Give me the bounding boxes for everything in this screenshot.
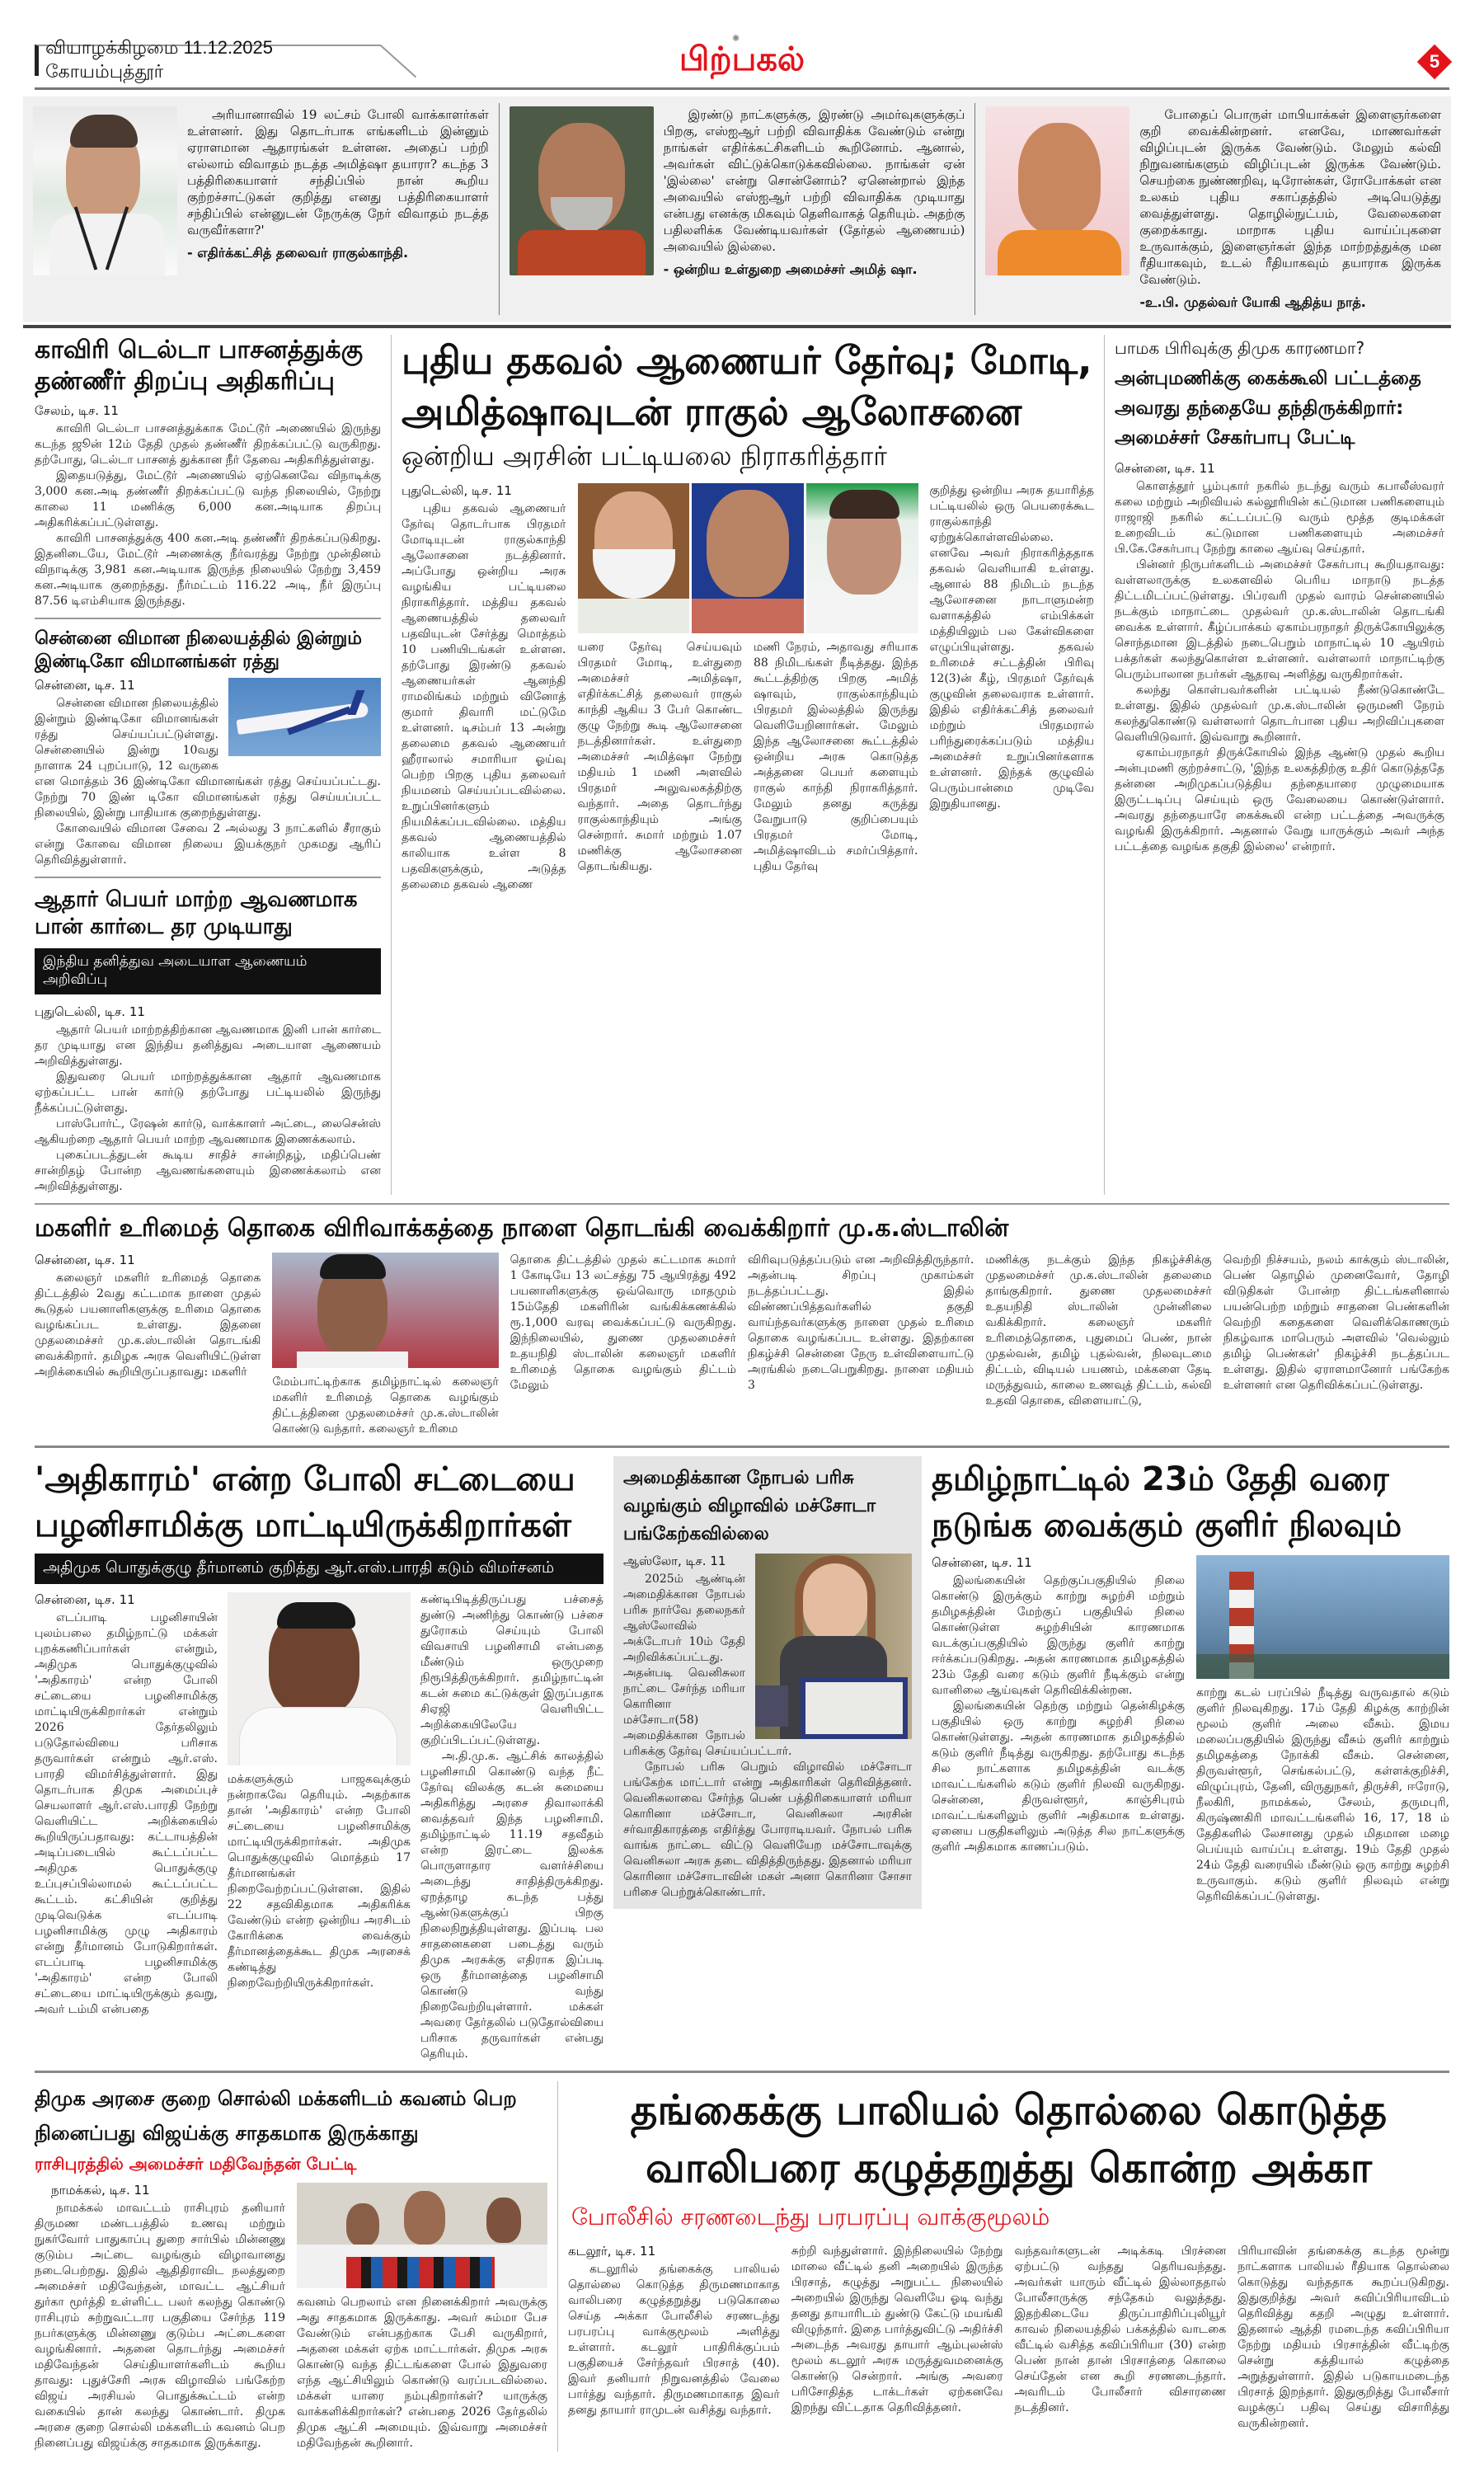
article-paragraph: பிரியாவின் தங்கைக்கு கடந்த மூன்று நாட்களாக பாலியல் ரீதியாக தொல்லை கொடுத்து வந்ததாக கூறப்படுகிறது. இதுகுறித்து அவர் கவிப்பிரியாவிடம் தெரிவித்து கதறி அழுது உள்ளார். இதனால் ஆத்தி ரமடைந்த கவிப்பிரியா நேற்று மதியம் பிரசாத்தின் வீட்டிற்கு சென்று கத்தியால் கழுத்தை அறுத்துள்ளார். இதில் படுகாயமடைந்த பிரசாத் இறந்தார். இதுகுறித்து போலீசார் வழக்குப் பதிவு செய்து விசாரித்து வருகின்றனர். [1237,2244,1449,2430]
rsbharathi-photo [228,1592,411,1765]
mathivendhan-photo [297,2183,547,2288]
article-paragraph: கண்டிபிடித்திருப்பது பச்சைத் துண்டு அணிந்து கொண்டு பச்சை துரோகம் செய்யும் போலி விவசாயி பழனிசாமி என்பதை மீண்டும் ஒருமுறை நிரூபித்திருக்கிறார். தமிழ்நாட்டின் கடன் சுமை கட்டுக்குள் இருப்பதாக சிஏஜி வெளியிட்ட அறிக்கையிலேயே குறிப்பிடப்பட்டுள்ளது. [420,1592,603,1747]
lead-body [402,483,1094,893]
section-rule [35,1203,1449,1205]
article-paragraph: சென்னை விமான நிலையத்தில் இன்றும் இண்டிகோ விமானங்கள் ரத்து செய்யப்பட்டுள்ளது. சென்னையில் இன்று 10வது நாளாக 24 புறப்பாடு, 12 வருகை என மொத்தம் 36 இண்டிகோ விமானங்கள் ரத்து செய்யப்பட்டது. நேற்று 70 இண் டிகோ விமானங்கள் ரத்து செய்யப்பட்ட நிலையில், இன்று பாதியாக குறைந்துள்ளது. [35,697,381,820]
article-column [754,640,918,875]
article-paragraph: கடலூரில் தங்கைக்கு பாலியல் தொல்லை கொடுத்த திருமணமாகாத வாலிபரை கழுத்தறுத்து படுகொலை செய்த அக்கா போலீசில் சரணடந்து பரபரப்பு வாக்குமூலம் அளித்து உள்ளார். கடலூர் பாதிரிக்குப்பம் பகுதியைச் சேர்ந்தவர் பிரசாத் (40). இவர் தனியார் நிறுவனத்தில் வேலை பார்த்து வந்தார். திருமணமாகாத இவர் தனது தாயார் ராமுடன் வசித்து வந்தார். [568,2262,780,2417]
article-paragraph: காற்று கடல் பரப்பில் நீடித்து வருவதால் கடும் குளிர் நிலவுகிறது. 17ம் தேதி கிழக்கு காற்றின் மூலம் குளிர் அலை வீசும். இமய மலைப்பகுதியில் இருந்து வீசும் குளிர் காற்றும் தமிழகத்தை நோக்கி வீசும். சென்னை, திருவள்ளூர், செங்கல்பட்டு, கள்ளக்குறிச்சி, விழுப்புரம், தேனி, விருதுநகர், திருச்சி, ஈரோடு, நீலகிரி, நாமக்கல், சேலம், தருமபுரி, கிருஷ்ணகிரி மாவட்டங்களில் 16, 17, 18 ம் தேதிகளில் லேசானது முதல் மிதமான மழை பெய்யும் வாய்ப்பு உள்ளது. 19ம் தேதி முதல் 24ம் தேதி வரையில் மீண்டும் ஒரு காற்று சுழற்சி உருவாகும். கடும் குளிர் நிலவும் என்று தெரிவிக்கப்பட்டுள்ளது. [1196,1685,1449,1903]
article-paragraph: விரிவுபடுத்தப்படும் என அறிவித்திருந்தார். அதன்படி சிறப்பு முகாம்கள் நடத்தப்பட்டது. இதில் விண்ணப்பித்தவர்களில் தகுதி வாய்ந்தவர்களுக்கு நாளை முதல் உரிமை தொகை வழங்கப்பட உள்ளது. இதற்கான நிகழ்ச்சி சென்னை நேரு உள்விளையாட்டு அரங்கில் நடைபெறுகிறது. நாளை மதியம் 3 [748,1253,974,1392]
quote-item [974,103,1451,315]
column-divider [1104,335,1105,1195]
article-paragraph: கோவையில் விமான சேவை 2 அல்லது 3 நாட்களில் சீராகும் என்று கோவை விமான நிலைய இயக்குநர் முகமது ஆரிப் தெரிவித்துள்ளார். [35,822,381,867]
article-paragraph: ஆதார் பெயர் மாற்றத்திற்கான ஆவணமாக இனி பான் கார்டை தர முடியாது என இந்திய தனித்துவ அடையாள ஆணையம் அறிவித்துள்ளது. [35,1023,381,1068]
page-number: 5 [1429,51,1440,72]
article-paragraph: மணிக்கு நடக்கும் இந்த நிகழ்ச்சிக்கு முதலமைச்சர் மு.க.ஸ்டாலின் தலைமை தாங்குகிறார். துணை முதலமைச்சர் உதயநிதி ஸ்டாலின் முன்னிலை வகிக்கிறார். கலைஞர் மகளிர் உரிமைத்தொகை, புதுமைப் பெண், நான் முதல்வன், தமிழ் புதல்வன், நிலவுடமை திட்டம், விடியல் பயணம், மக்களை தேடி மருத்துவம், காலை உணவுத் திட்டம், கல்வி உதவி தொகை, விளையாட்டு, [985,1253,1212,1408]
quote-text: அரியானாவில் 19 லட்சம் போலி வாக்காளர்கள் உள்ளனர். இது தொடர்பாக எங்களிடம் இன்னும் ஏராளமான ஆதாரங்கள் உள்ளன. அதைப் பற்றி எல்லாம் விவாதம் நடத்த அமித்ஷா தயாரா? கடந்த 3 பத்திரிகையாளர் சந்திப்பில் நான் கூறிய குற்றச்சாட்டுகள் குறித்து எனது பத்திரிகையாளர் சந்திப்பில் என்னுடன் நேருக்கு நேர் விவாதம் நடத்த வருவீர்களா?' [187,107,489,237]
quote-photo-yogi [985,106,1129,275]
article-paragraph: வந்தவர்களுடன் அடிக்கடி பிரச்னை ஏற்பட்டு வந்தது தெரியவந்தது. அவர்கள் யாரும் வீட்டில் இல்லாததால் போலீசாருக்கு சந்தேகம் வலுத்தது. இதற்கிடையே திருப்பாதிரிப்புலியூர் காவல் நிலையத்தில் பக்கத்தில் வாடகை வீட்டில் வசித்த கவிப்பிரியா (30) என்ற பெண் நான் தான் பிரசாத்தை கொலை செய்தேன் என கூறி சரணடைந்தார். அவரிடம் போலீசார் விசாரணை நடத்தினர். [1014,2244,1227,2414]
quote-byline: -உ.பி. முதல்வர் யோகி ஆதித்ய நாத். [1139,294,1366,310]
dateline: சேலம், டிச. 11 [35,403,119,418]
lead-photo-collage [578,483,918,633]
article-paragraph: புதிய தகவல் ஆணையர் தேர்வு தொடர்பாக பிரதமர் மோடியுடன் ராகுல்காந்தி ஆலோசனை நடத்தினார். அப்போது ஒன்றிய அரசு வழங்கிய பட்டியலை நிராகரித்தார். மத்திய தகவல் ஆணையத்தில் தலைவர் பதவியுடன் சேர்த்து மொத்தம் 10 பணியிடங்கள் உள்ளன. தற்போது இரண்டு தகவல் ஆணையர்கள் ஆனந்தி ராமலிங்கம் மற்றும் வினோத் குமார் திவாரி மட்டுமே உள்ளனர். டிசம்பர் 13 அன்று தலைமை தகவல் ஆணையர் ஹீராலால் சமாரியா ஓய்வு பெற்ற பிறகு புதிய தலைவர் நியமனம் செய்யப்படவில்லை. உறுப்பினர்களும் நியமிக்கப்படவில்லை. மத்திய தகவல் ஆணையத்தில் காலியாக உள்ள 8 பதவிகளுக்கும், அடுத்த தலைமை தகவல் ஆணை [402,502,566,891]
upper-section [35,335,1449,1195]
article-paragraph: நாமக்கல் மாவட்டம் ராசிபுரம் தனியார் திருமண மண்டபத்தில் உணவு மற்றும் நுகர்வோர் பாதுகாப்பு துறை சார்பில் மின்னணு குடும்ப அட்டை வழங்கும் விழாவானது நடைபெற்றது. இதில் ஆதிதிராவிட நலத்துறை அமைச்சர் மதிவேந்தன், மாவட்ட ஆட்சியர் துர்கா மூர்த்தி உள்ளிட்ட பலர் கலந்து கொண்டு ராசிபுரம் சுற்றுவட்டார பகுதியை சேர்ந்த 119 நபர்களுக்கு மின்னணு குடும்ப அட்டைகளை வழங்கினார். அதனை தொடர்ந்து அமைச்சர் மதிவேந்தன் செய்தியாளர்களிடம் கூறிய தாவது: புதுச்சேரி அரசு விழாவில் பங்கேற்ற விஜய் அரசியல் பொதுக்கூட்டம் என்ற வகையில் தான் கலந்து கொண்டார். திமுக அரசை குறை சொல்லி மக்களிடம் கவனம் பெற நினைப்பது விஜய்க்கு சாதகமாக இருக்காது. [35,2201,285,2450]
quote-photo-amitshah [510,106,654,275]
quote-strip [23,96,1451,322]
article-paragraph: சுற்றி வந்துள்ளார். இந்நிலையில் நேற்று மாலை வீட்டில் தனி அறையில் இருந்த பிரசாத், கழுத்து அறுபட்ட நிலையில் அறையில் இருந்து வெளியே ஓடி வந்து தனது தாயாரிடம் துண்டு கேட்டு மயங்கி விழுந்தார். இதை பார்த்துவிட்டு அதிர்ச்சி அடைந்த அவரது தாயார் ஆம்புலன்ஸ் மூலம் கடலூர் அரசு மருத்துவமனைக்கு கொண்டு சென்றார். அங்கு அவரை பரிசோதித்த டாக்டர்கள் ஏற்கனவே இறந்து விட்டதாக தெரிவித்தனர். [791,2244,1003,2414]
date-place: வியாழக்கிழமை 11.12.2025 கோயம்புத்தூர் [45,37,273,82]
article-cauvery [35,335,381,609]
quote-text: போதைப் பொருள் மாபியாக்கள் இளைஞர்களை குறி வைக்கின்றனர். எனவே, மாணவர்கள் விழிப்புடன் இருக்க வேண்டும். மேலும் கல்வி நிறுவனங்களும் விழிப்புடன் இருக்க வேண்டும். செயற்கை நுண்ணறிவு, டிரோன்கள், ரோபோக்கள் என உலகம் புதிய சகாப்தத்தில் அடியெடுத்து வைத்துள்ளது. தொழில்நுட்பம், வேலைகளை குறைக்காது. மாறாக புதிய வாய்ப்புகளை உருவாக்கும், இளைஞர்கள் இந்த மாற்றத்துக்கு மன ரீதியாகவும், உடல் ரீதியாகவும் தயாராக இருக்க வேண்டும். [1139,107,1442,287]
photo-modi [578,483,690,633]
quote-strip-rule [23,325,1451,328]
quote-text: இரண்டு நாட்களுக்கு, இரண்டு அமர்வுகளுக்குப் பிறகு, எஸ்ஐஆர் பற்றி விவாதிக்க வேண்டும் என்று நாங்கள் எதிர்க்கட்சிகளிடம் கூறினோம். ஆனால், அவர்கள் விட்டுக்கொடுக்கவில்லை. நாங்கள் ஏன் 'இல்லை' என்று சொன்னோம்? ஏனென்றால் இந்த அவையில் எஸ்ஐஆர் பற்றி விவாதிக்க முடியாது என்பது எனக்கு மிகவும் தெளிவாகத் தெரியும். அதற்கு பதிலளிக்க வேண்டியவர்கள் (தேர்தல் ஆணையம்) அவையில் இல்லை. [663,107,965,254]
article-aadhaar [35,886,381,1195]
article-paragraph: காவிரி பாசனத்துக்கு 400 கன.அடி தண்ணீர் திறக்கப்படுகிறது. இதனிடையே, மேட்டூர் அணைக்கு நீர்வரத்து நேற்று முன்தினம் விநாடிக்கு 3,981 கன.அடியாக இருந்த நிலையில் நேற்று 3,459 கன.அடியாக குறைந்தது. நீர்மட்டம் 116.22 அடி, நீர் இருப்பு 87.56 டிஎம்சியாக இருந்தது. [35,532,381,608]
article-subhead: அதிமுக பொதுக்குழு தீர்மானம் குறித்து ஆர்.எஸ்.பாரதி கடும் விமர்சனம் [35,1554,603,1584]
stalin-body [35,1253,1449,1437]
lighthouse-photo [1196,1555,1449,1679]
article-murder [568,2081,1449,2432]
article-headline[interactable]: திமுக அரசை குறை சொல்லி மக்களிடம் கவனம் பெற நினைப்பது விஜய்க்கு சாதகமாக இருக்காது [35,2086,517,2145]
quote-item [499,103,975,315]
article-paragraph: 2025ம் ஆண்டின் அமைதிக்கான நோபல் பரிசு நார்வே தலைநகர் ஆஸ்லோவில் அக்டோபர் 10ம் தேதி அறிவிக்கப்பட்டது. அதன்படி வெனிசுலா நாட்டை சேர்ந்த மரியா கொரினா மச்சோடா(58) அமைதிக்கான நோபல் பரிசுக்கு தேர்வு செய்யப்பட்டார். [623,1572,792,1758]
article-headline[interactable]: சென்னை விமான நிலையத்தில் இன்றும் இண்டிகோ விமானங்கள் ரத்து [35,628,362,672]
article-paragraph: வெற்றி நிச்சயம், நலம் காக்கும் ஸ்டாலின், பெண் தொழில் முனைவோர், தோழி விடுதிகள் போன்ற திட்டங்களினால் பயன்பெற்ற மற்றும் சாதனை பெண்களின் வெற்றி கதைகளை வெளிக்கொணரும் நிகழ்வாக மாபெரும் அளவில் 'வெல்லும் தமிழ் பெண்கள்' நிகழ்ச்சி நடத்தப்பட உள்ளது. இதில் ஏராளமானோர் பங்கேற்க உள்ளனர் என தெரிவிக்கப்பட்டுள்ளது. [1223,1253,1449,1392]
article-sekarbabu [1115,335,1444,855]
section-rule [35,1446,1449,1448]
article-headline[interactable]: தமிழ்நாட்டில் 23ம் தேதி வரை நடுங்க வைக்கும் குளிர் நிலவும் [932,1460,1402,1544]
article-column [578,640,743,875]
header-slant-divider [381,45,430,78]
bottom-section [35,2081,1449,2452]
article-paragraph: மேம்பாட்டிற்காக தமிழ்நாட்டில் கலைஞர் மகளிர் உரிமைத் தொகை வழங்கும் திட்டத்தினை முதலமைச்சர் மு.க.ஸ்டாலின் கொண்டு வந்தார். கலைஞர் உரிமை [272,1375,499,1436]
stalin-photo [272,1253,498,1368]
article-headline[interactable]: ஆதார் பெயர் மாற்ற ஆவணமாக பான் கார்டை தர முடியாது [35,887,358,939]
article-subhead: போலீசில் சரணடைந்து பரபரப்பு வாக்குமூலம் [571,2202,1050,2231]
section-rule [35,618,381,619]
article-headline[interactable]: தங்கைக்கு பாலியல் தொல்லை கொடுத்த வாலிபரை கழுத்தறுத்து கொன்ற அக்கா [630,2085,1388,2192]
article-vijay [35,2081,547,2452]
article-subhead: ராசிபுரத்தில் அமைச்சர் மதிவேந்தன் பேட்டி [35,2153,357,2174]
quote-photo-rahul [33,106,177,275]
center-column [402,335,1094,893]
dateline: சென்னை, டிச. 11 [35,678,135,693]
photo-amitshah [692,483,804,633]
article-nobel [613,1456,922,1909]
article-weather [932,1456,1449,1905]
header-rule [35,87,1449,90]
nobel-photo [755,1554,912,1739]
article-paragraph: குறித்து ஒன்றிய அரசு தயாரித்த பட்டியலில் ஒரு பெயரைக்கூட ராகுல்காந்தி ஏற்றுக்கொள்ளவில்லை. எனவே அவர் நிராகரித்ததாக தகவல் வெளியாகி உள்ளது. ஆனால் 88 நிமிடம் நடந்த ஆலோசனை நாடாளுமன்ற வளாகத்தில் எம்பிக்கள் மத்தியிலும் பல கேள்விகளை எழுப்பியுள்ளது. தகவல் உரிமைச் சட்டத்தின் பிரிவு 12(3)ன் கீழ், பிரதமர் தேர்வுக் குழுவின் தலைவராக உள்ளார். இதில் எதிர்க்கட்சித் தலைவர் மற்றும் பிரதமரால் பரிந்துரைக்கப்படும் மத்திய அமைச்சர் உறுப்பினர்களாக உள்ளனர். இந்தக் குழுவில் பெரும்பான்மை முடிவே இறுதியானது. [929,484,1094,811]
article-column [930,483,1095,893]
left-column [35,335,381,1195]
article-paragraph: பாஸ்போர்ட், ரேஷன் கார்டு, வாக்காளர் அட்டை, லைசென்ஸ் ஆகியற்றை ஆதார் பெயர் மாற்ற ஆவணமாக இணைக்கலாம். [35,1117,381,1146]
article-rsbharathi [35,1456,603,2062]
dateline: சென்னை, டிச. 11 [35,1591,135,1607]
dateline: ஆஸ்லோ, டிச. 11 [623,1553,726,1568]
quote-byline: - எதிர்க்கட்சித் தலைவர் ராகுல்காந்தி. [187,245,409,261]
section-rule [35,2071,1449,2073]
article-lead [402,335,1094,893]
article-paragraph: நோபல் பரிசு பெறும் விழாவில் மச்சோடா பங்கேற்க மாட்டார் என்று அதிகாரிகள் தெரிவித்தனர். வெனிசுலாவை சேர்ந்த பெண் பத்திரிகையாளர் மரியா கொரினா மச்சோடா, வெனிசுலா அரசின் சர்வாதிகாரத்தை எதிர்த்து போராடியவர். நோபல் பரிசு வாங்க நாட்டை விட்டு வெளியேற மச்சோடாவுக்கு வெனிசுலா அரசு தடை விதித்திருந்தது. இதனால் மரியா கொரினா மச்சோடாவின் மகள் அனா கொரினா சோசா பரிசை பெற்றுக்கொண்டார். [623,1760,912,1899]
dateline: புதுடெல்லி, டிச. 11 [35,1004,145,1019]
vijay-body [35,2183,547,2452]
article-paragraph: யரை தேர்வு செய்யவும் பிரதமர் மோடி, உள்துறை அமைச்சர் அமித்ஷா, எதிர்க்கட்சித் தலைவர் ராகுல் காந்தி ஆகிய 3 பேர் கொண்ட குழு நேற்று கூடி ஆலோசனை நடத்தினார்கள். உள்துறை அமைச்சர் அமித்ஷா நேற்று மதியம் 1 மணி அளவில் பிரதமர் அலுவலகத்திற்கு வந்தார். அதை தொடர்ந்து ராகுல்காந்தியும் அங்கு சென்றார். சுமார் மற்றும் 1.07 மணிக்கு ஆலோசனை தொடங்கியது. [577,641,742,873]
article-paragraph: இதுவரை பெயர் மாற்றத்துக்கான ஆதார் ஆவணமாக ஏற்கப்பட்ட பான் கார்டு தற்போது பட்டியலில் இருந்து நீக்கப்பட்டுள்ளது. [35,1070,381,1115]
article-paragraph: எடப்பாடி பழனிசாயின் புலம்பலை தமிழ்நாட்டு மக்கள் புறக்கணிப்பார்கள் என்றும், அதிமுக பொதுக்குழுவில் 'அதிகாரம்' என்ற போலி சட்டையை பழனிசாமிக்கு மாட்டியிருக்கிறார்கள் என்றும் 2026 தேர்தலிலும் படுதோல்வியை பரிசாக தருவார்கள் என்றும் ஆர்.எஸ். பாரதி விமர்சித்துள்ளார். இது தொடர்பாக திமுக அமைப்புச் செயலாளர் ஆர்.எஸ்.பாரதி நேற்று வெளியிட்ட அறிக்கையில் கூறியிருப்பதாவது: கட்டாயத்தின் அடிப்படையில் கூட்டப்பட்ட அதிமுக பொதுக்குழு உப்புசப்பில்லாமல் கூட்டப்பட்ட கூட்டம். கட்சியின் குறித்து முடிவெடுக்க எடப்பாடி பழனிசாமிக்கு முழு அதிகாரம் என்று தீர்மானம் போடுகிறார்கள். எடப்பாடி பழனிசாமிக்கு 'அதிகாரம்' என்ற போலி சட்டையை மாட்டியிருக்கும் தவறு, அவர் டம்மி என்பதை [35,1610,218,2016]
article-headline[interactable]: காவிரி டெல்டா பாசனத்துக்கு தண்ணீர் திறப்பு அதிகரிப்பு [35,336,364,396]
page-header [35,33,1449,87]
article-headline[interactable]: மகளிர் உரிமைத் தொகை விரிவாக்கத்தை நாளை தொடங்கி வைக்கிறார் மு.க.ஸ்டாலின் [35,1214,1009,1243]
article-paragraph: பின்னர் நிருபர்களிடம் அமைச்சர் சேகர்பாபு கூறியதாவது: வள்ளலாருக்கு உலகளவில் பெரிய மாநாடு நடத்த திட்டமிடப்பட்டுள்ளது. பிப்ரவரி முதல் வாரம் சென்னையில் நடக்கும் மாநாட்டை முதல்வர் மு.க.ஸ்டாலின் தொடங்கி வைக்க உள்ளார். கீழ்ப்பாக்கம் ஏகாம்பரநாதர் திருக்கோயிலுக்கு சொந்தமான இடத்தில் நடைபெறும் மாநாட்டில் 10 ஆயிரம் பக்தர்கள் கலந்துகொள்ள உள்ளனர். வள்ளலார் மாநாட்டிற்கு பெரும்பாலான நபர்கள் ஆதரவு அளித்து வருகிறார்கள். [1115,558,1444,681]
article-paragraph: கவனம் பெறலாம் என நினைக்கிறார் அவருக்கு அது சாதகமாக இருக்காது. அவர் சும்மா பேச வேண்டும் என்பதற்காக பேசி வருகிறார், அதனை மக்கள் ஏற்க மாட்டார்கள். திமுக அரசு கொண்டு வந்த திட்டங்களை போல் இதுவரை எந்த ஆட்சியிலும் கொண்டு வரப்படவில்லை. மக்கள் யாரை நம்புகிறார்கள்? யாருக்கு வாக்களிக்கிறார்கள்? என்பதை 2026 தேர்தலில் திமுக ஆட்சி அமையும். இவ்வாறு அமைச்சர் மதிவேந்தன் கூறினார். [297,2295,547,2450]
date-place-box [35,37,381,82]
article-paragraph: காவிரி டெல்டா பாசனத்துக்காக மேட்டூர் அணையில் இருந்து கடந்த ஜூன் 12ம் தேதி முதல் தண்ணீர் திறக்கப்பட்டு வருகிறது. தற்போது, டெல்டா பாசனத் துக்கான நீர் தேவை அதிகரித்துள்ளது. [35,422,381,467]
quote-item [23,103,499,315]
masthead-logo: பிற்பகல் [679,41,805,78]
masthead-emblem-icon: ✺ [732,33,740,44]
article-paragraph: புகைப்படத்துடன் கூடிய சாதிச் சான்றிதழ், மதிப்பெண் சான்றிதழ் போன்ற ஆவணங்களையும் இணைக்கலாம் என அறிவித்துள்ளது. [35,1149,381,1193]
article-stalin [35,1213,1449,1437]
article-paragraph: இலங்கையின் தெற்கு மற்றும் தென்கிழக்கு பகுதியில் ஒரு காற்று சுழற்சி நிலை கொண்டுள்ளது. அதன் காரணமாக தமிழகத்தில் கடும் குளிர் நீடித்து வருகிறது. தற்போது கடந்த சில நாட்களாக தமிழகத்தின் வடக்கு மாவட்டங்களில் கடும் குளிர் நிலவி வருகிறது. சென்னை, திருவள்ளூர், காஞ்சிபுரம் மாவட்டங்களிலும் குளிர் அதிகமாக உள்ளது. ஏனைய பகுதிகளிலும் அடுத்த சில நாட்களுக்கு குளிர் அதிகமாக காணப்படும். [932,1699,1185,1854]
rsbharathi-body [35,1592,603,2062]
column-divider [391,335,392,1195]
weather-body [932,1555,1449,1905]
article-paragraph: ஏகாம்பரநாதர் திருக்கோயில் இந்த ஆண்டு முதல் கூறிய அன்புமணி குற்றச்சாட்டு, 'இந்த உலகத்திற்கு உதிர் கொடுத்ததே தன்னை அறிமுகப்படுத்திய தந்தையாரை முழுமையாக இருட்டடிப்பு செய்யும் ஒரு வேலையை கொண்டுள்ளார். அவரது தந்தையாரே கைக்கூலி என்ற பட்டத்தை அவருக்கு வழங்கி இருக்கிறார். அதனால் வேறு யாருக்கும் அவர் அந்த பட்டத்தை வழங்க தகுதி இல்லை' என்றார். [1115,746,1444,853]
article-paragraph: கொளத்தூர் பூம்புகார் நகரில் நடந்து வரும் கபாலீஸ்வரர் கலை மற்றும் அறிவியல் கல்லூரியின் கட்டுமான பணிகளையும் ராஜாஜி நகரில் கட்டப்பட்டு வரும் மூத்த குடிமக்கள் உறைவிடம் கட்டுமான பணிகளையும் அமைச்சர் பி.கே.சேகர்பாபு நேற்று காலை ஆய்வு செய்தார். [1115,480,1444,556]
dateline: நாமக்கல், டிச. 11 [51,2182,150,2198]
article-paragraph: மக்களுக்கும் பாஜகவுக்கும் நன்றாகவே தெரியும். அதற்காக தான் 'அதிகாரம்' என்ற போலி சட்டையை பழனிசாமிக்கு மாட்டியிருக்கிறார்கள். அதிமுக பொதுக்குழுவில் மொத்தம் 17 தீர்மானங்கள் நிறைவேற்றப்பட்டுள்ளன. இதில் 22 சதவிகிதமாக அதிகரிக்க வேண்டும் என்ற ஒன்றிய அரசிடம் கோரிக்கை வைக்கும் தீர்மானத்தைக்கூட திமுக அரசைக் கண்டித்து நிறைவேற்றியிருக்கிறார்கள். [228,1772,411,1990]
murder-body [568,2244,1449,2432]
dateline: சென்னை, டிச. 11 [932,1554,1032,1570]
article-headline[interactable]: அன்புமணிக்கு கைக்கூலி பட்டத்தை அவரது தந்தையே தந்திருக்கிறார்: அமைச்சர் சேகர்பாபு பேட்டி [1115,368,1421,449]
indigo-plane-photo [228,678,381,756]
article-paragraph: அ.தி.மு.க. ஆட்சிக் காலத்தில் பழனிசாமி கொண்டு வந்த நீட் தேர்வு விலக்கு கடன் சுமையை அதிகரித்து அரசை திவாலாக்கி வைத்தவர் இந்த பழனிசாமி. தமிழ்நாட்டில் 11.19 சதவீதம் என்ற இரட்டை இலக்க பொருளாதார வளர்ச்சியை அடைந்து சாதித்திருக்கிறது. ஏறத்தாழ கடந்த பத்து ஆண்டுகளுக்குப் பிறகு நிலைநிறுத்தியுள்ளது. இப்படி பல சாதனைகளை படைத்து வரும் திமுக அரசுக்கு எதிராக இப்படி ஒரு தீர்மானத்தை பழனிசாமி கொண்டு வந்து நிறைவேற்றியுள்ளார். மக்கள் அவரை தேர்தலில் படுதோல்வியை பரிசாக தருவார்கள் என்பது தெரியும். [420,1749,603,2061]
article-paragraph: இதையடுத்து, மேட்டூர் அணையில் ஏற்கெனவே விநாடிக்கு 3,000 கன.அடி தண்ணீர் திறக்கப்பட்டு வந்த நிலையில், நேற்று காலை 11 மணிக்கு 6,000 கன.அடியாக திறப்பு அதிகரிக்கப்பட்டுள்ளது. [35,469,381,529]
lead-headline[interactable]: புதிய தகவல் ஆணையர் தேர்வு; மோடி, அமித்ஷாவுடன் ராகுல் ஆலோசனை [402,338,1092,434]
dateline: சென்னை, டிச. 11 [35,1252,135,1267]
article-paragraph: மணி நேரம், அதாவது சரியாக 88 நிமிடங்கள் நீடித்தது. இந்த கூட்டத்திற்கு பிறகு அமித் ஷாவும், ராகுல்காந்தியும் பிரதமர் இல்லத்தில் இருந்து வெளியேறினார்கள். மேலும் இந்த ஆலோசனை கூட்டத்தில் ஒன்றிய அரசு கொடுத்த அத்தனை பெயர் களையும் ராகுல் காந்தி நிராகரித்தார். மேலும் தனது கருத்து வேறுபாடு குறிப்பையும் பிரதமர் மோடி, அமித்ஷாவிடம் சமர்ப்பித்தார். புதிய தேர்வு [754,641,918,873]
article-subhead: இந்திய தனித்துவ அடையாள ஆணையம் அறிவிப்பு [35,948,381,994]
lead-subhead: ஒன்றிய அரசின் பட்டியலை நிராகரித்தார் [402,440,887,472]
column-divider [557,2081,558,2452]
article-kicker: பாமக பிரிவுக்கு திமுக காரணமா? [1115,338,1365,358]
article-paragraph: கலைஞர் மகளிர் உரிமைத் தொகை திட்டத்தில் 2வது கட்டமாக நாளை முதல் கூடுதல் பயனாளிகளுக்கு உரிமை தொகை வழங்கப்பட உள்ளது. இதனை முதலமைச்சர் மு.க.ஸ்டாலின் தொடங்கி வைக்கிறார். தமிழக அரசு வெளியிட்டுள்ள அறிக்கையில் கூறியிருப்பதாவது: மகளிர் [35,1271,261,1379]
article-indigo [35,628,381,868]
photo-rahul [806,483,918,633]
dateline: புதுடெல்லி, டிச. 11 [402,483,512,498]
dateline: கடலூர், டிச. 11 [568,2243,656,2259]
article-headline[interactable]: 'அதிகாரம்' என்ற போலி சட்டையை பழனிசாமிக்கு மாட்டியிருக்கிறார்கள் [35,1460,575,1544]
middle-section [35,1456,1449,2062]
section-rule [35,877,381,878]
article-headline[interactable]: அமைதிக்கான நோபல் பரிசு வழங்கும் விழாவில் மச்சோடா பங்கேற்கவில்லை [623,1467,876,1544]
page-number-badge [1420,41,1449,82]
article-paragraph: கலந்து கொள்பவர்களின் பட்டியல் நீண்டுகொண்டே உள்ளது. இதில் முதல்வர் மு.க.ஸ்டாலின் ஒருமணி நேரம் கலந்துகொண்டு வள்ளலார் தொடர்பான புதிய அறிவிப்புகளை வெளியிடுவார். இவ்வாறு கூறினார். [1115,684,1444,744]
article-paragraph: இலங்கையின் தெற்குப்பகுதியில் நிலை கொண்டு இருக்கும் காற்று சுழற்சி மற்றும் தமிழகத்தின் மேற்குப் பகுதியில் நிலை கொண்டுள்ள சுழற்சியின் காரணமாக வடக்குப்பகுதியில் இருந்து குளிர் காற்று ஈர்க்கப்படுகிறது. அதன் காரணமாக தமிழகத்தில் 23ம் தேதி வரை கடும் குளிர் நீடிக்கும் என்று வானிலை ஆய்வுகள் தெரிவிக்கின்றன. [932,1573,1185,1697]
article-paragraph: தொகை திட்டத்தில் முதல் கட்டமாக சுமார் 1 கோடியே 13 லட்சத்து 75 ஆயிரத்து 492 பயனாளிகளுக்கு ஒவ்வொரு மாதமும் 15ம்தேதி மகளிரின் வங்கிக்கணக்கில் ரூ.1,000 வரவு வைக்கப்பட்டு வருகிறது. இந்நிலையில், துணை முதலமைச்சர் உதயநிதி ஸ்டாலின் கலைஞர் மகளிர் உரிமைத் தொகை வழங்கும் திட்டம் மேலும் [510,1253,736,1392]
quote-byline: - ஒன்றிய உள்துறை அமைச்சர் அமித் ஷா. [663,261,918,277]
dateline: சென்னை, டிச. 11 [1115,461,1215,476]
